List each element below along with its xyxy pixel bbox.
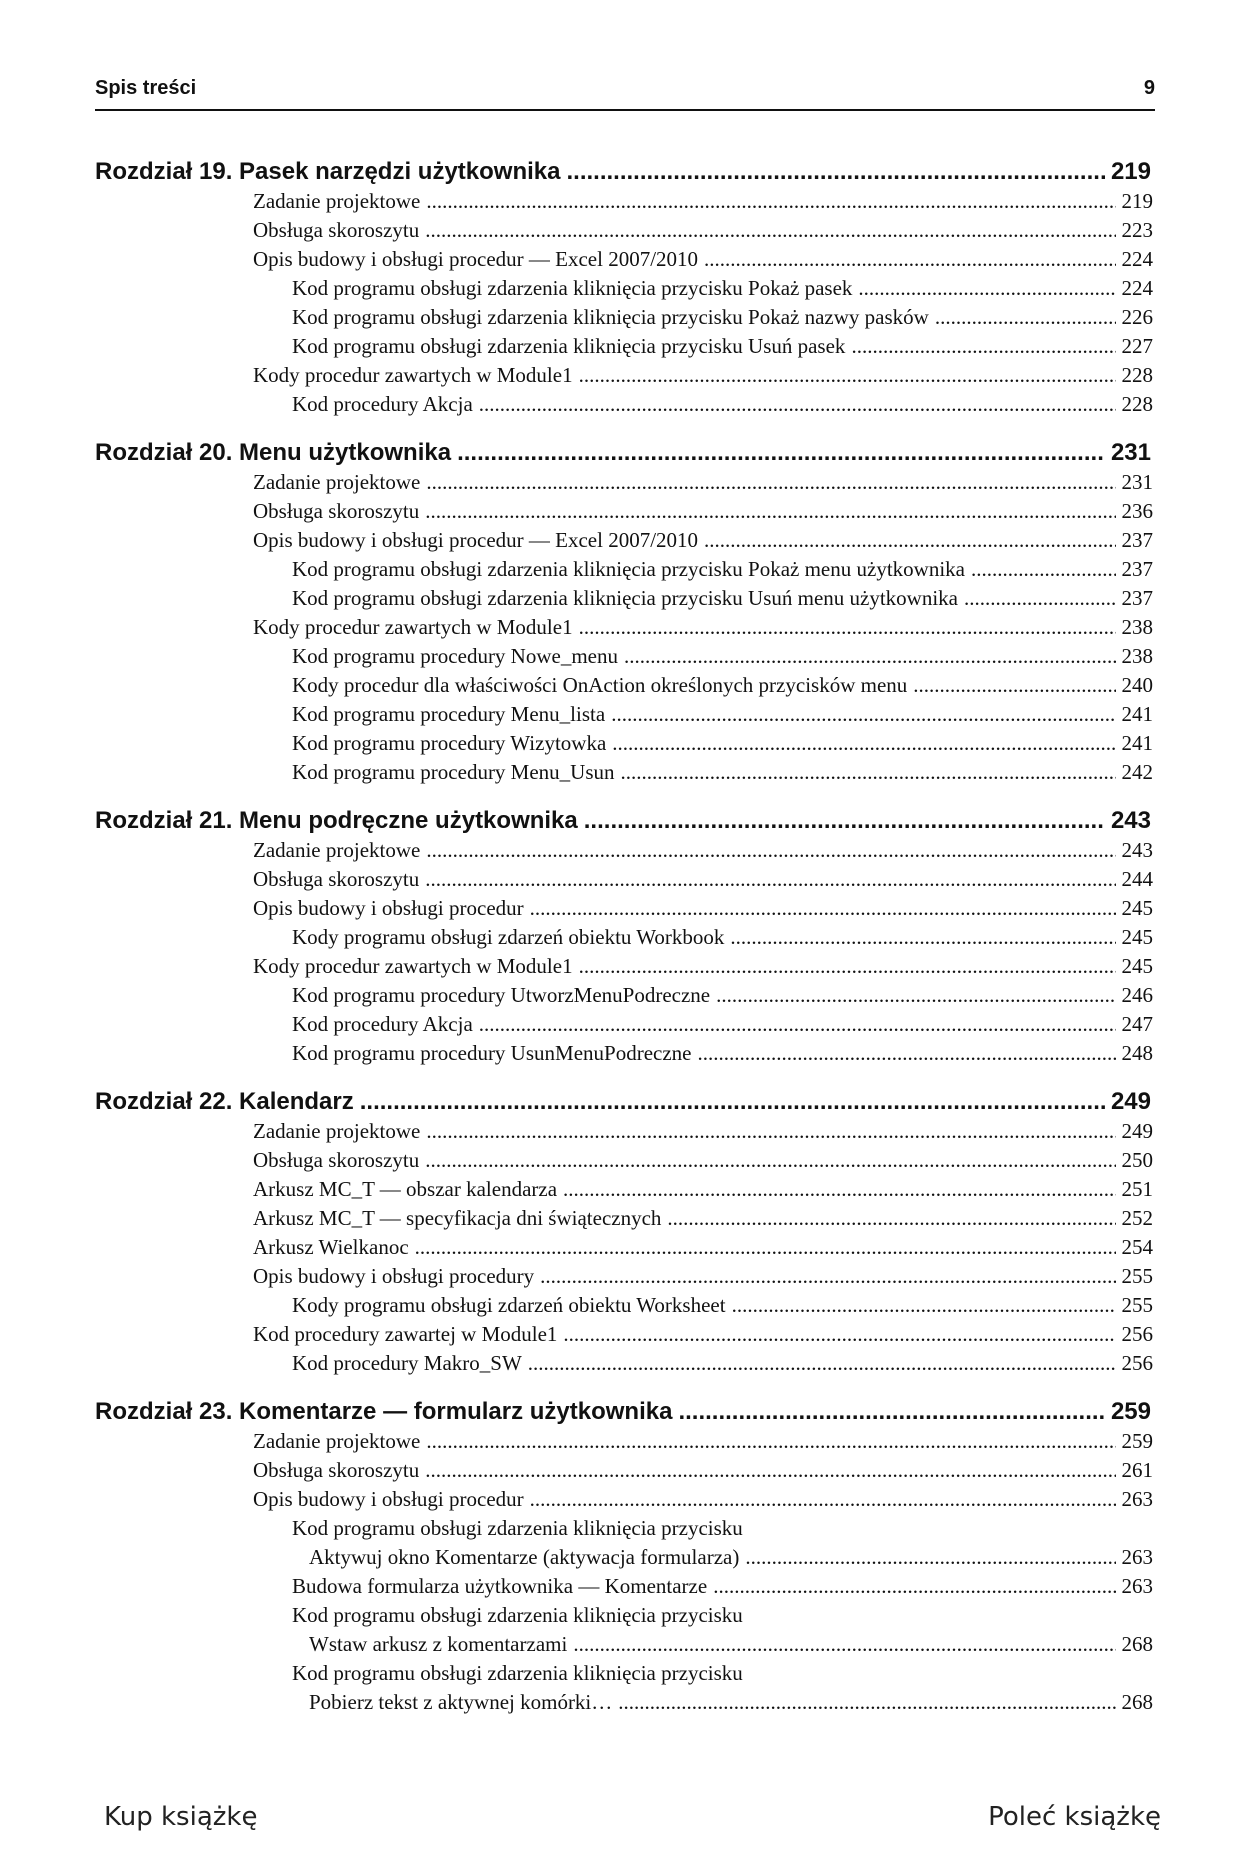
dot-leader [678,1395,1105,1429]
toc-entry-page: 224 [1121,276,1153,300]
toc-entry[interactable] [95,526,1153,555]
dot-leader [935,303,1116,332]
dot-leader [530,894,1116,923]
toc-entry-title: Obsługa skoroszytu [253,218,420,242]
toc-entry[interactable] [95,952,1153,981]
toc-entry[interactable] [95,1291,1153,1320]
toc-entry[interactable] [95,1039,1153,1068]
dot-leader [971,555,1116,584]
dot-leader [704,245,1115,274]
toc-entry-title: Kod programu obsługi zdarzenia kliknięcia przycisku [292,1603,743,1627]
dot-leader [913,671,1115,700]
toc-entry-title: Opis budowy i obsługi procedur [253,896,524,920]
dot-leader [425,216,1115,245]
toc-entry-title: Zadanie projektowe [253,1429,421,1453]
toc-entry[interactable] [95,700,1153,729]
toc-entry-title: Arkusz Wielkanoc [253,1235,409,1259]
toc-entry[interactable] [95,216,1153,245]
toc-entry[interactable] [95,613,1153,642]
toc-entry-title: Opis budowy i obsługi procedur — Excel 2007/2010 [253,528,699,552]
toc-entry-page: 238 [1121,644,1153,668]
toc-entry[interactable] [95,729,1153,758]
toc-entry-title: Pobierz tekst z aktywnej komórki… [309,1690,613,1714]
toc-entry-title: Arkusz MC_T — specyfikacja dni świątecznych [253,1206,662,1230]
toc-entry[interactable] [95,245,1153,274]
toc-entry[interactable] [95,584,1153,613]
toc-entry-page: 259 [1110,1398,1151,1425]
toc-entry-title: Wstaw arkusz z komentarzami [309,1632,568,1656]
toc-entry[interactable] [95,361,1153,390]
toc-entry[interactable] [95,1320,1153,1349]
toc-entry-title: Rozdział 20. Menu użytkownika [95,439,452,466]
dot-leader [425,1456,1115,1485]
dot-leader [426,1117,1115,1146]
toc-chapter-heading[interactable] [95,804,1153,838]
dot-leader [425,865,1115,894]
toc-entry-title: Kod programu obsługi zdarzenia kliknięcia przycisku Pokaż pasek [292,276,853,300]
dot-leader [730,923,1115,952]
toc-entry-page: 248 [1121,1041,1153,1065]
dot-leader [851,332,1115,361]
toc-entry-page: 243 [1110,807,1151,834]
toc-entry[interactable] [95,1630,1153,1659]
toc-entry-title: Kod programu procedury Menu_Usun [292,760,615,784]
toc-entry[interactable] [95,1262,1153,1291]
toc-entry[interactable] [95,923,1153,952]
toc-entry-title: Kod programu procedury UtworzMenuPodreczne [292,983,711,1007]
toc-entry[interactable] [95,1601,1153,1630]
toc-entry-title: Kod procedury zawartej w Module1 [253,1322,558,1346]
dot-leader [528,1349,1116,1378]
toc-entry-title: Kod programu obsługi zdarzenia kliknięcia przycisku [292,1661,743,1685]
toc-entry-title: Opis budowy i obsługi procedur — Excel 2007/2010 [253,247,699,271]
toc-entry[interactable] [95,1175,1153,1204]
dot-leader [426,836,1115,865]
toc-entry-title: Kody procedur dla właściwości OnAction określonych przycisków menu [292,673,908,697]
header-title: Spis treści [95,77,197,99]
dot-leader [415,1233,1116,1262]
dot-leader [964,584,1116,613]
dot-leader [426,187,1115,216]
toc-entry-page: 242 [1121,760,1153,784]
toc-entry-page: 231 [1110,439,1151,466]
toc-entry[interactable] [95,303,1153,332]
toc-entry[interactable] [95,1514,1153,1543]
dot-leader [579,613,1116,642]
toc-entry-page: 247 [1121,1012,1153,1036]
dot-leader [426,1427,1115,1456]
toc-entry-page: 219 [1110,158,1151,185]
toc-entry-page: 236 [1121,499,1153,523]
toc-entry-title: Kod programu obsługi zdarzenia kliknięcia przycisku Usuń menu użytkownika [292,586,958,610]
dot-leader [360,1085,1105,1119]
toc-chapter-heading[interactable] [95,436,1153,470]
toc-entry-title: Arkusz MC_T — obszar kalendarza [253,1177,558,1201]
toc-entry-title: Zadanie projektowe [253,189,421,213]
toc-entry-page: 228 [1121,363,1153,387]
toc-entry[interactable] [95,555,1153,584]
dot-leader [426,468,1115,497]
toc-entry-page: 268 [1121,1632,1153,1656]
dot-leader [716,981,1115,1010]
toc-entry-page: 241 [1121,731,1153,755]
dot-leader [858,274,1115,303]
dot-leader [745,1543,1115,1572]
dot-leader [579,361,1116,390]
footer [0,1802,1244,1842]
toc-entry-page: 244 [1121,867,1153,891]
toc-entry[interactable] [95,187,1153,216]
toc-entry-title: Rozdział 22. Kalendarz [95,1088,354,1115]
toc-entry-page: 245 [1121,925,1153,949]
toc-entry-title: Kod programu obsługi zdarzenia kliknięcia przycisku Usuń pasek [292,334,846,358]
toc-entry[interactable] [95,1572,1153,1601]
dot-leader [563,1320,1115,1349]
toc-entry-title: Kod programu procedury Menu_lista [292,702,606,726]
toc-entry-title: Rozdział 21. Menu podręczne użytkownika [95,807,578,834]
toc-entry-page: 255 [1121,1264,1153,1288]
toc-entry[interactable] [95,332,1153,361]
toc-entry-title: Aktywuj okno Komentarze (aktywacja formularza) [309,1545,740,1569]
dot-leader [425,1146,1115,1175]
toc-entry-page: 245 [1121,954,1153,978]
dot-leader [611,700,1115,729]
toc-entry-page: 259 [1121,1429,1153,1453]
toc-entry-page: 245 [1121,896,1153,920]
dot-leader [563,1175,1115,1204]
toc-entry-title: Kody procedur zawartych w Module1 [253,363,573,387]
toc-entry[interactable] [95,758,1153,787]
toc-entry-title: Kod procedury Makro_SW [292,1351,522,1375]
toc-entry-title: Obsługa skoroszytu [253,1148,420,1172]
toc-entry[interactable] [95,1456,1153,1485]
toc-entry[interactable] [95,1485,1153,1514]
toc-entry[interactable] [95,1204,1153,1233]
toc-entry[interactable] [95,1349,1153,1378]
dot-leader [732,1291,1116,1320]
toc-entry-page: 231 [1121,470,1153,494]
dot-leader [624,642,1116,671]
toc-chapter [95,436,1153,787]
toc-entry-title: Kod procedury Akcja [292,392,473,416]
dot-leader [479,1010,1116,1039]
toc-chapter-heading[interactable] [95,1085,1153,1119]
toc-chapter [95,155,1153,419]
toc-entry-page: 256 [1121,1322,1153,1346]
header-page-number: 9 [1143,77,1155,99]
dot-leader [713,1572,1115,1601]
dot-leader [457,436,1105,470]
dot-leader [540,1262,1115,1291]
toc-entry-title: Kod programu obsługi zdarzenia kliknięcia przycisku Pokaż nazwy pasków [292,305,929,329]
toc-entry-title: Kody procedur zawartych w Module1 [253,615,573,639]
toc-entry-title: Kod programu procedury Wizytowka [292,731,607,755]
toc-chapter [95,1085,1153,1378]
toc-entry[interactable] [95,865,1153,894]
dot-leader [573,1630,1115,1659]
toc-entry-title: Obsługa skoroszytu [253,1458,420,1482]
toc-entry-page: 237 [1121,528,1153,552]
toc-entry-title: Kod programu procedury UsunMenuPodreczne [292,1041,692,1065]
toc-entry[interactable] [95,981,1153,1010]
running-header [95,75,1155,111]
toc-entry-title: Obsługa skoroszytu [253,499,420,523]
toc-entry-title: Opis budowy i obsługi procedury [253,1264,535,1288]
toc-entry[interactable] [95,1688,1153,1717]
toc-entry-page: 237 [1121,586,1153,610]
toc-entry-page: 263 [1121,1487,1153,1511]
toc-entry-page: 252 [1121,1206,1153,1230]
toc-entry[interactable] [95,1427,1153,1456]
toc-entry-title: Zadanie projektowe [253,838,421,862]
toc-entry-page: 251 [1121,1177,1153,1201]
toc-entry-title: Rozdział 19. Pasek narzędzi użytkownika [95,158,561,185]
dot-leader [530,1485,1116,1514]
toc-chapter [95,1395,1153,1717]
toc-entry-page: 246 [1121,983,1153,1007]
toc-entry-page: 228 [1121,392,1153,416]
dot-leader [667,1204,1115,1233]
dot-leader [618,1688,1115,1717]
toc-entry[interactable] [95,468,1153,497]
toc-entry[interactable] [95,274,1153,303]
dot-leader [704,526,1115,555]
toc-entry[interactable] [95,894,1153,923]
toc-entry-title: Zadanie projektowe [253,1119,421,1143]
toc-chapter-heading[interactable] [95,155,1153,189]
toc-entry-page: 227 [1121,334,1153,358]
toc-entry[interactable] [95,1146,1153,1175]
toc-entry-page: 256 [1121,1351,1153,1375]
toc-entry-title: Budowa formularza użytkownika — Komentarze [292,1574,708,1598]
toc-entry-title: Kod programu procedury Nowe_menu [292,644,618,668]
toc-entry[interactable] [95,390,1153,419]
dot-leader [567,155,1105,189]
toc-entry-page: 249 [1121,1119,1153,1143]
toc-entry-title: Zadanie projektowe [253,470,421,494]
toc-entry-page: 224 [1121,247,1153,271]
toc-entry[interactable] [95,671,1153,700]
toc-entry-page: 268 [1121,1690,1153,1714]
toc-entry-title: Rozdział 23. Komentarze — formularz użytkownika [95,1398,673,1425]
toc-entry[interactable] [95,1659,1153,1688]
toc-entry-page: 254 [1121,1235,1153,1259]
toc-entry-title: Kody programu obsługi zdarzeń obiektu Workbook [292,925,725,949]
dot-leader [612,729,1115,758]
toc-entry-page: 243 [1121,838,1153,862]
toc-entry[interactable] [95,1543,1153,1572]
toc-entry[interactable] [95,836,1153,865]
recommend-book-link[interactable]: Poleć książkę [988,1802,1161,1832]
toc-entry-page: 263 [1121,1545,1153,1569]
dot-leader [479,390,1116,419]
toc-entry-page: 255 [1121,1293,1153,1317]
toc-chapter [95,804,1153,1068]
toc-entry-page: 237 [1121,557,1153,581]
toc-entry-title: Kod programu obsługi zdarzenia kliknięcia przycisku Pokaż menu użytkownika [292,557,965,581]
toc-entry-page: 261 [1121,1458,1153,1482]
dot-leader [425,497,1115,526]
toc-entry-page: 263 [1121,1574,1153,1598]
toc-entry[interactable] [95,1233,1153,1262]
toc-entry-page: 226 [1121,305,1153,329]
toc-entry-title: Kod procedury Akcja [292,1012,473,1036]
dot-leader [579,952,1116,981]
toc-entry-page: 249 [1110,1088,1151,1115]
toc-entry[interactable] [95,1117,1153,1146]
dot-leader [584,804,1105,838]
toc-entry-title: Kody procedur zawartych w Module1 [253,954,573,978]
toc-entry-page: 219 [1121,189,1153,213]
toc-entry-title: Obsługa skoroszytu [253,867,420,891]
toc-entry-page: 241 [1121,702,1153,726]
toc-entry-page: 240 [1121,673,1153,697]
toc-chapter-heading[interactable] [95,1395,1153,1429]
toc-entry-page: 223 [1121,218,1153,242]
buy-book-link[interactable]: Kup książkę [104,1802,258,1832]
dot-leader [697,1039,1115,1068]
toc-entry-page: 238 [1121,615,1153,639]
toc-entry-title: Opis budowy i obsługi procedur [253,1487,524,1511]
toc-entry[interactable] [95,1010,1153,1039]
toc-entry-page: 250 [1121,1148,1153,1172]
toc-entry[interactable] [95,497,1153,526]
table-of-contents [95,155,1153,1734]
toc-entry-title: Kod programu obsługi zdarzenia kliknięcia przycisku [292,1516,743,1540]
toc-entry[interactable] [95,642,1153,671]
dot-leader [621,758,1116,787]
toc-entry-title: Kody programu obsługi zdarzeń obiektu Worksheet [292,1293,726,1317]
